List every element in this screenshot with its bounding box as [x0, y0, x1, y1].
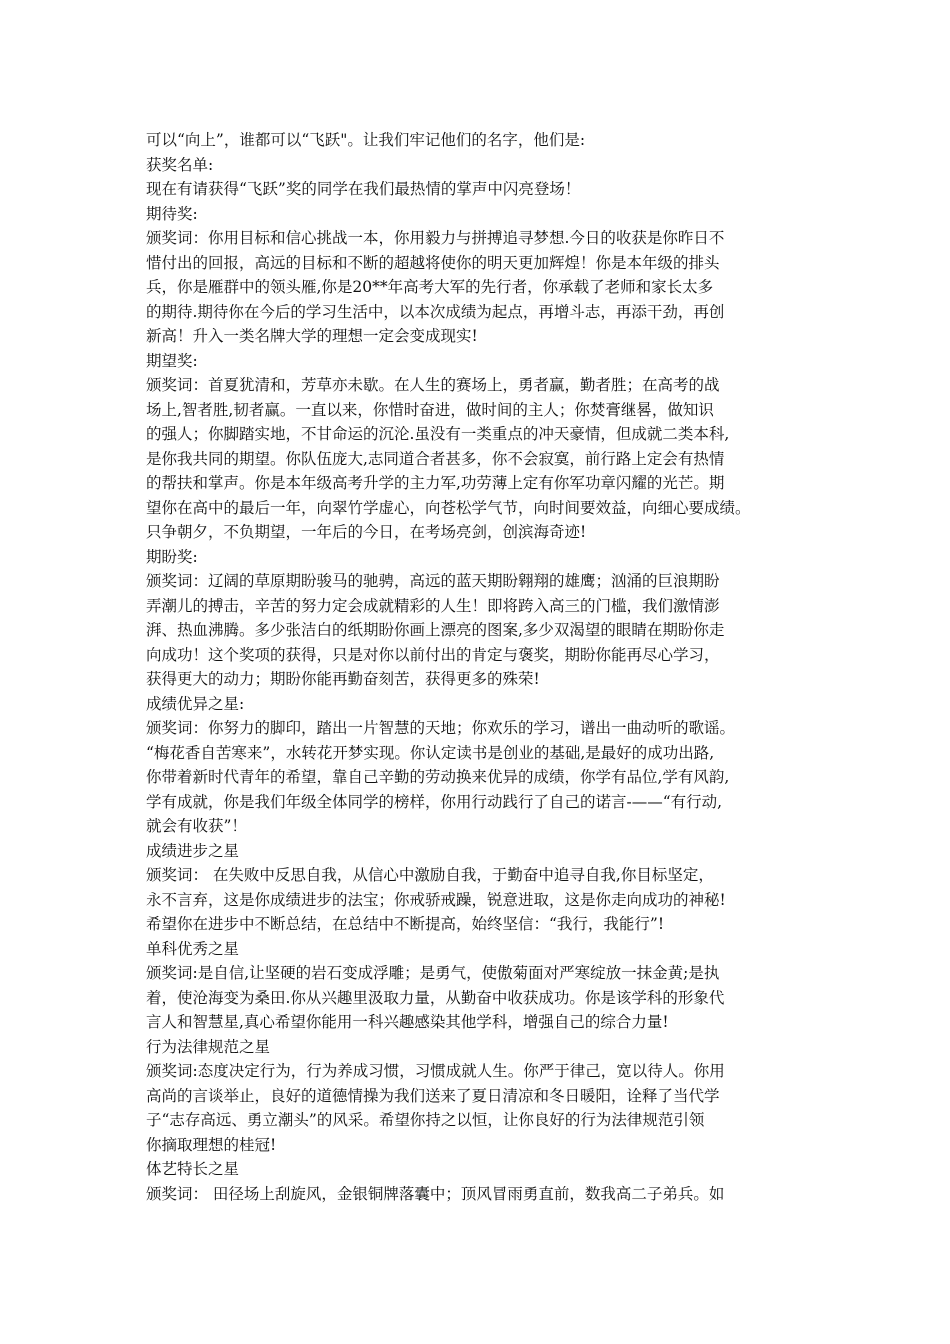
text-line: 颁奖词:是自信,让坚硬的岩石变成浮雕；是勇气，使傲菊面对严寒绽放一抹金黄;是执 — [146, 964, 720, 982]
section-heading-award-list: 获奖名单: — [146, 155, 214, 174]
section-heading-progress-star: 成绩进步之星 — [146, 841, 240, 860]
text-line: 你摘取理想的桂冠! — [146, 1135, 277, 1154]
text-line: 新高！升入一类名牌大学的理想一定会变成现实! — [146, 327, 478, 345]
text-line: 湃、热血沸腾。多少张洁白的纸期盼你画上漂亮的图案,多少双渴望的眼睛在期盼你走 — [146, 621, 725, 639]
section-heading-conduct-star: 行为法律规范之星 — [146, 1037, 271, 1056]
section-heading-sports-arts-star: 体艺特长之星 — [146, 1160, 240, 1178]
document-body — [146, 128, 814, 1206]
text-line: 着，使沧海变为桑田.你从兴趣里汲取力量，从勤奋中收获成功。你是该学科的形象代 — [146, 988, 725, 1007]
text-line: 的强人；你脚踏实地，不甘命运的沉沦.虽没有一类重点的冲天豪情，但成就二类本科, — [146, 425, 730, 443]
text-line: 颁奖词：你用目标和信心挑战一本，你用毅力与拼搏追寻梦想.今日的收获是你昨日不 — [146, 229, 725, 247]
text-line: “梅花香自苦寒来”，水转花开梦实现。你认定读书是创业的基础,是最好的成功出路, — [146, 743, 715, 762]
text-line: 言人和智慧星,真心希望你能用一科兴趣感染其他学科，增强自己的综合力量! — [146, 1013, 669, 1031]
text-line: 兵，你是雁群中的领头雁,你是20**年高考大军的先行者，你承载了老师和家长太多 — [146, 278, 714, 296]
text-line: 只争朝夕，不负期望，一年后的今日，在考场亮剑，创滨海奇迹! — [146, 523, 587, 541]
text-line: 颁奖词： 在失败中反思自我，从信心中激励自我，于勤奋中追寻自我,你目标坚定， — [146, 866, 714, 884]
text-line: 的期待.期待你在今后的学习生活中，以本次成绩为起点，再增斗志，再添干劲，再创 — [146, 302, 725, 321]
text-line: 颁奖词：辽阔的草原期盼骏马的驰骋，高远的蓝天期盼翱翔的雄鹰；汹涌的巨浪期盼 — [146, 572, 720, 590]
text-line: 场上,智者胜,韧者赢。一直以来，你惜时奋进，做时间的主人；你焚膏继晷，做知识 — [146, 400, 714, 419]
text-line: 颁奖词：你努力的脚印，踏出一片智慧的天地；你欢乐的学习，谱出一曲动听的歌谣。 — [146, 719, 736, 737]
text-line: 你带着新时代青年的希望，靠自己辛勤的劳动换来优异的成绩，你学有品位,学有风韵, — [146, 768, 730, 786]
text-line: 希望你在进步中不断总结，在总结中不断提高，始终坚信：“我行，我能行”! — [146, 915, 665, 933]
text-line: 弄潮儿的搏击，辛苦的努力定会成就精彩的人生！即将跨入高三的门槛，我们激情澎 — [146, 596, 720, 615]
text-line: 望你在高中的最后一年，向翠竹学虚心，向苍松学气节，向时间要效益，向细心要成绩。 — [146, 498, 751, 517]
text-line: 学有成就，你是我们年级全体同学的榜样，你用行动践行了自己的诺言-——“有行动, — [146, 792, 723, 811]
text-line: 永不言弃，这是你成绩进步的法宝；你戒骄戒躁，锐意进取，这是你走向成功的神秘! — [146, 890, 726, 909]
text-line: 颁奖词：首夏犹清和，芳草亦未歇。在人生的赛场上，勇者赢，勤者胜；在高考的战 — [146, 376, 720, 394]
text-line: 可以“向上”，谁都可以“飞跃"。让我们牢记他们的名字，他们是: — [146, 131, 586, 149]
section-heading-excellent-grades-star: 成绩优异之星: — [146, 694, 245, 713]
text-line: 惜付出的回报，高远的目标和不断的超越将使你的明天更加辉煌！你是本年级的排头 — [146, 253, 720, 272]
text-line: 颁奖词： 田径场上刮旋风，金银铜牌落囊中；顶风冒雨勇直前，数我高二子弟兵。如 — [146, 1184, 725, 1203]
text-line: 颁奖词:态度决定行为，行为养成习惯，习惯成就人生。你严于律己，宽以待人。你用 — [146, 1062, 725, 1080]
text-line: 高尚的言谈举止，良好的道德情操为我们送来了夏日清凉和冬日暖阳，诠释了当代学 — [146, 1086, 720, 1105]
text-line: 现在有请获得“飞跃”奖的同学在我们最热情的掌声中闪亮登场！ — [146, 180, 581, 198]
text-line: 子“志存高远、勇立潮头”的风采。希望你持之以恒，让你良好的行为法律规范引领 — [146, 1111, 705, 1129]
section-heading-hope-award: 期望奖: — [146, 351, 198, 370]
text-line: 向成功！这个奖项的获得，只是对你以前付出的肯定与褒奖，期盼你能再尽心学习， — [146, 645, 720, 664]
text-line: 是你我共同的期望。你队伍庞大,志同道合者甚多，你不会寂寞，前行路上定会有热情 — [146, 449, 725, 468]
text-line: 获得更大的动力；期盼你能再勤奋刻苦，获得更多的殊荣! — [146, 670, 540, 688]
text-line: 的帮扶和掌声。你是本年级高考升学的主力军,功劳薄上定有你军功章闪耀的光芒。期 — [146, 474, 725, 492]
section-heading-anticipation-award: 期盼奖: — [146, 547, 198, 566]
text-line: 就会有收获”！ — [146, 817, 247, 835]
section-heading-single-subject-star: 单科优秀之星 — [146, 939, 240, 958]
section-heading-expectation-award: 期待奖: — [146, 204, 198, 223]
